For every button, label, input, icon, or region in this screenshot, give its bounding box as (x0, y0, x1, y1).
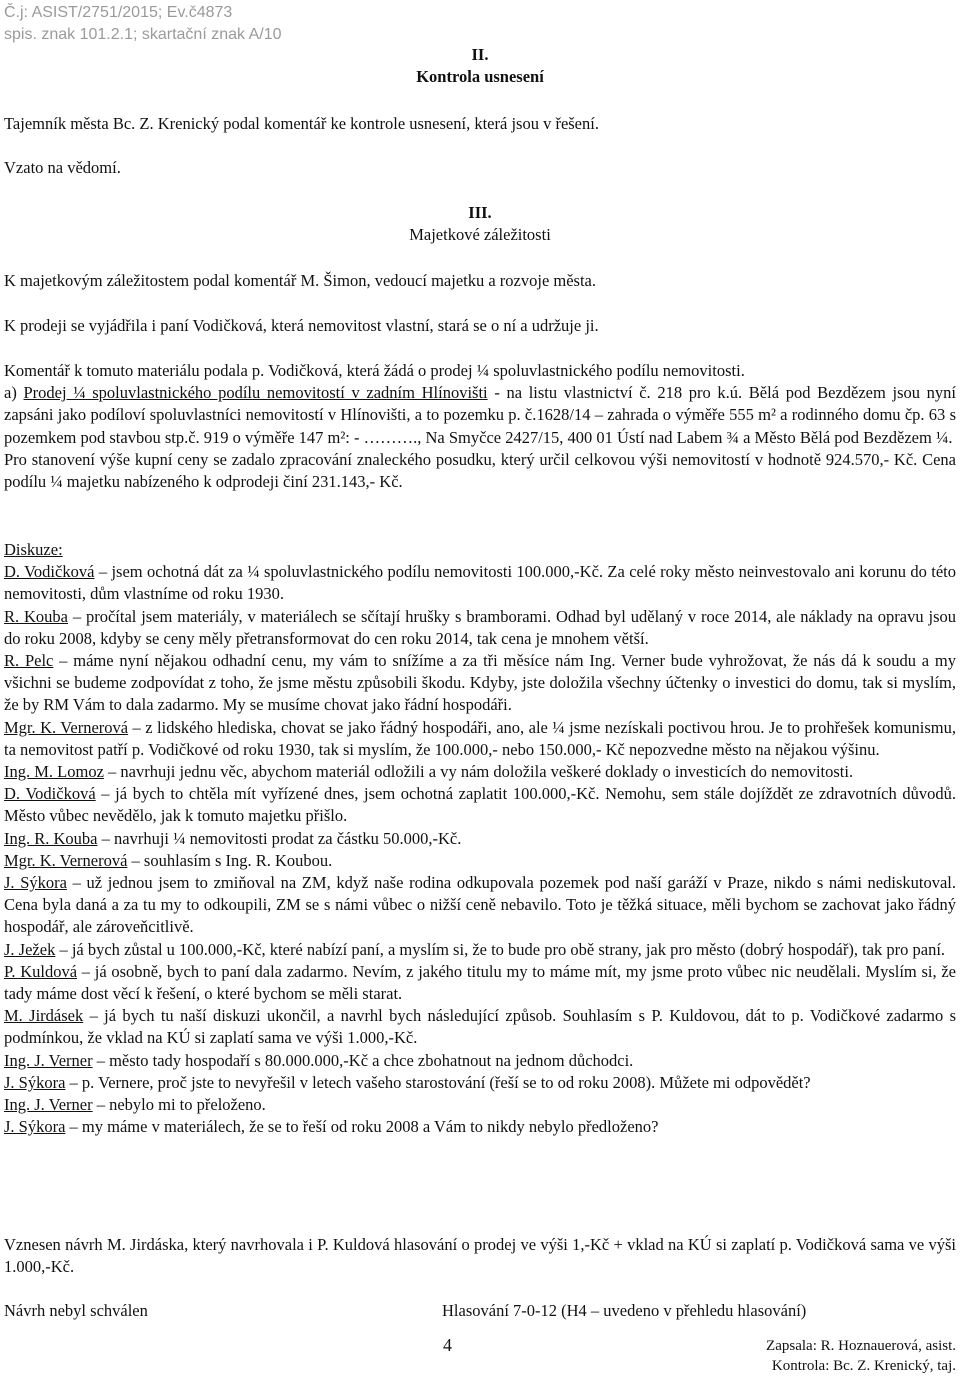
item-a-prefix: a) (4, 383, 24, 403)
recorded-by: Zapsala: R. Hoznauerová, asist. (766, 1338, 956, 1354)
speaker-statement: – p. Vernere, proč jste to nevyřešil v letech vašeho starostování (řeší se to od roku 2008). Můžete mi odpovědět? (65, 1072, 811, 1092)
speaker-name: P. Kuldová (4, 961, 78, 981)
signatures (766, 1336, 956, 1376)
speaker-statement: – pročítal jsem materiály, v materiálech se sčítají hrušky s bramborami. Odhad byl udělaný v roce 2014, ale náklady na opravu jsou do roku 2008, kdyby se ceny měly přetransformovat do cen roku 2014, tak cena je mnohem větší. (4, 606, 956, 648)
speaker-statement: – já osobně, bych to paní dala zadarmo. Nevím, z jakého titulu my to máme mít, my jsme proto vůbec nic neudělali. Myslím si, že tady máme dost věcí k řešení, o které bychom se měli starat. (4, 961, 956, 1004)
speaker-name: Ing. J. Verner (4, 1050, 93, 1070)
discussion-item (4, 1094, 956, 1116)
speaker-name: Mgr. K. Vernerová (4, 850, 128, 870)
speaker-statement: – navrhuji ¼ nemovitosti prodat za částku 50.000,-Kč. (97, 828, 462, 848)
speaker-statement: – jsem ochotná dát za ¼ spoluvlastnického podílu nemovitosti 100.000,-Kč. Za celé roky město neinvestovalo ani korunu do této nemovitosti, dům vlastníme od roku 1930. (4, 562, 957, 604)
speaker-statement: – my máme v materiálech, že se to řeší od roku 2008 a Vám to nikdy nebylo předloženo? (65, 1117, 659, 1137)
discussion-item (4, 828, 956, 850)
speaker-statement: – máme nyní nějakou odhadní cenu, my vám to snížíme a za tři měsíce nám Ing. Verner bude vyhrožovat, že nás dá k soudu a my všichni se budeme zodpovídat z toho, že jsme městu způsobili škodu. Kdyby, jste doložila všechny účtenky o investici do domu, tak si myslím, že by RM Vám to dala zadarmo. My se musíme chovat jako řádní hospodáři. (4, 651, 956, 715)
section-2-paragraph-1: Tajemník města Bc. Z. Krenický podal komentář ke kontrole usnesení, která jsou v řešení. (4, 114, 599, 133)
resolution-result: Návrh nebyl schválen (4, 1301, 148, 1320)
item-a-title: Prodej ¼ spoluvlastnického podílu nemovitostí v zadním Hlínovišti (23, 383, 488, 403)
item-a (4, 382, 956, 449)
section-3-paragraph-2: K prodeji se vyjádřila i paní Vodičková, která nemovitost vlastní, stará se o ní a udržuje ji. (4, 316, 599, 335)
section-3-body (4, 360, 956, 493)
discussion-item (4, 961, 956, 1005)
discussion-item (4, 850, 956, 872)
discussion-item (4, 1050, 956, 1072)
speaker-statement: – už jednou jsem to zmiňoval na ZM, když naše rodina odkupovala pozemek pod naší garáží v Praze, nikdo s námi nediskutoval. Cena byla daná a za tu my to odkoupili, ZM se s námi vůbec o nižší ceně nebavilo. Toto je těžká situace, měli bychom se zachovat jako řádný hospodář, ale zároveňcitlivě. (4, 873, 957, 937)
speaker-name: D. Vodičková (4, 784, 96, 804)
proposal-paragraph: Vznesen návrh M. Jirdáska, který navrhovala i P. Kuldová hlasování o prodej ve výši 1,-Kč + vklad na KÚ si zaplatí p. Vodičková sama ve výši 1.000,-Kč. (4, 1235, 956, 1277)
section-3-number: III. (468, 203, 492, 222)
speaker-statement: – z lidského hlediska, chovat se jako řádný hospodáři, ano, ale ¼ jsme nezískali poctivou hrou. Je to prohřešek komunismu, ta nemovitost patří p. Vodičkové od roku 1930, tak si myslím, že 100.000,- nebo 150.000,- Kč nepozvedne město na nějakou výšinu. (4, 717, 956, 759)
discussion-item (4, 939, 956, 961)
discussion-item (4, 761, 956, 783)
speaker-statement: – navrhuji jednu věc, abychom materiál odložili a vy nám doložila veškeré doklady o investicích do nemovitosti. (103, 762, 854, 782)
speaker-name: J. Sýkora (4, 873, 67, 893)
speaker-name: J. Sýkora (4, 1072, 66, 1092)
speaker-name: M. Jirdásek (4, 1006, 84, 1026)
document-reference (4, 2, 282, 46)
speaker-name: Mgr. K. Vernerová (4, 717, 129, 737)
checked-by: Kontrola: Bc. Z. Krenický, taj. (771, 1358, 956, 1374)
speaker-name: R. Kouba (4, 606, 68, 626)
discussion-heading: Diskuze: (4, 540, 63, 559)
discussion-item (4, 606, 956, 650)
section-3-title: Majetkové záležitosti (409, 225, 551, 245)
filing-code: spis. znak 101.2.1; skartační znak A/10 (4, 26, 282, 43)
section-2-title: Kontrola usnesení (416, 67, 544, 87)
speaker-statement: – nebylo mi to přeloženo. (92, 1095, 266, 1115)
speaker-statement: – město tady hospodaří s 80.000.000,-Kč a chce zbohatnout na jednom důchodci. (92, 1050, 634, 1070)
speaker-name: Ing. M. Lomoz (4, 762, 104, 782)
page-number: 4 (443, 1335, 452, 1355)
section-3-heading (0, 202, 960, 246)
speaker-statement: – já bych tu naší diskuzi ukončil, a navrhl bych následující způsob. Souhlasím s P. Kuldovou, dát to p. Vodičkové zadarmo s podmínkou, že vklad na KÚ si zaplatí sama ve výši 1.000,-Kč. (4, 1006, 956, 1048)
speaker-statement: – já bych zůstal u 100.000,-Kč, které nabízí paní, a myslím si, že to bude pro obě strany, jak pro město (dobrý hospodář), tak pro paní. (55, 939, 946, 959)
section-2-paragraph-2: Vzato na vědomí. (4, 158, 121, 177)
section-2-number: II. (471, 45, 489, 64)
speaker-name: J. Ježek (4, 939, 56, 959)
section-3-paragraph-3: Komentář k tomuto materiálu podala p. Vodičková, která žádá o prodej ¼ spoluvlastnického podílu nemovitosti. (4, 361, 745, 380)
section-2-heading (0, 44, 960, 88)
discussion-item (4, 783, 956, 827)
speaker-name: D. Vodičková (4, 562, 95, 582)
discussion-item (4, 872, 956, 939)
speaker-statement: – souhlasím s Ing. R. Koubou. (127, 850, 333, 870)
speaker-name: Ing. J. Verner (4, 1095, 93, 1115)
section-3-paragraph-1: K majetkovým záležitostem podal komentář M. Šimon, vedoucí majetku a rozvoje města. (4, 271, 597, 290)
discussion-item (4, 1116, 956, 1138)
section-3-paragraph-4: Pro stanovení výše kupní ceny se zadalo zpracování znaleckého posudku, který určil celkovou výši nemovitostí v hodnotě 924.570,- Kč. Cena podílu ¼ majetku nabízeného k odprodeji činí 231.143,- Kč. (4, 449, 956, 492)
discussion-item (4, 561, 956, 605)
speaker-name: Ing. R. Kouba (4, 828, 98, 848)
item-a-text: - na listu vlastnictví č. 218 pro k.ú. Bělá pod Bezdězem jsou nyní zapsáni jako podíloví spoluvlastníci nemovitostí v Hlínovišti, a to pozemku p. č.1628/14 – zahrada o výměře 555 m² a rodinného domu čp. 63 s pozemkem pod stavbou stp.č. 919 o výměře 147 m²: - ………., Na Smyčce 2427/15, 400 01 Ústí nad Labem ¾ a Město Bělá pod Bezdězem ¼. (4, 383, 956, 447)
discussion (4, 539, 956, 1138)
discussion-item (4, 1072, 956, 1094)
voting-result: Hlasování 7-0-12 (H4 – uvedeno v přehledu hlasování) (442, 1301, 807, 1320)
speaker-name: R. Pelc (4, 651, 54, 671)
reference-number: Č.j: ASIST/2751/2015; Ev.č4873 (4, 4, 233, 21)
speaker-name: J. Sýkora (4, 1117, 66, 1137)
discussion-item (4, 717, 956, 761)
discussion-item (4, 650, 956, 717)
speaker-statement: – já bych to chtěla mít vyřízené dnes, jsem ochotná zaplatit 100.000,-Kč. Nemohu, sem stále dojíždět ze zdravotních důvodů. Město vůbec nevědělo, jak k tomuto majetku přišlo. (4, 784, 956, 826)
discussion-item (4, 1005, 956, 1049)
